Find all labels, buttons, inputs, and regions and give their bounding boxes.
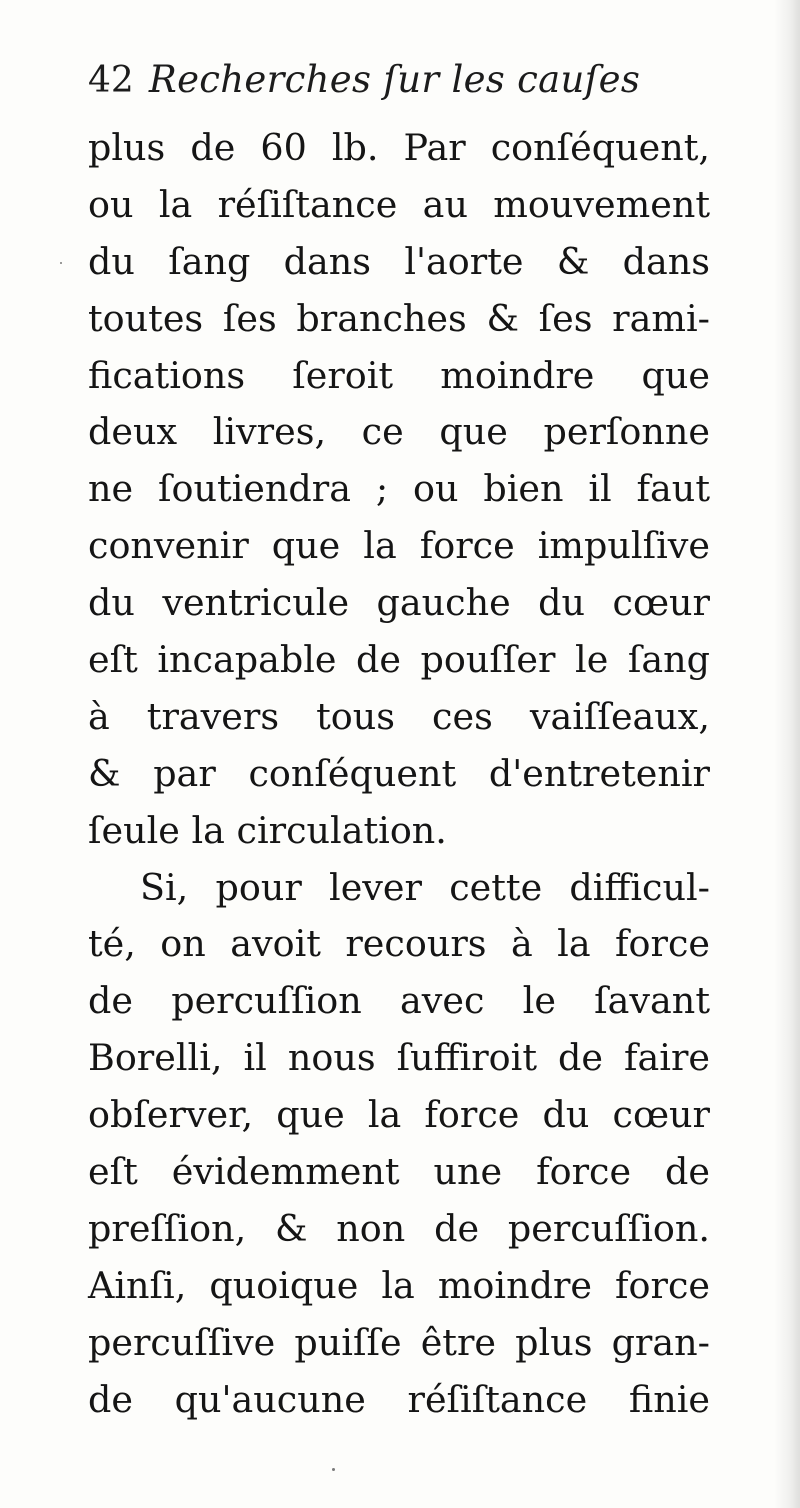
paper-speck xyxy=(60,262,62,264)
text-line: à travers tous ces vaiſſeaux, xyxy=(88,694,710,738)
text-line: convenir que la force impulſive xyxy=(88,524,710,568)
page-header xyxy=(88,58,640,118)
text-line: preſſion, & non de percuſſion. xyxy=(88,1206,710,1250)
body-text xyxy=(88,120,710,1428)
text-line: té, on avoit recours à la force xyxy=(88,922,710,966)
text-line: eſt évidemment une force de xyxy=(88,1150,710,1194)
text-line: plus de 60 lb. Par conſéquent, xyxy=(88,126,710,169)
running-head: Recherches ſur les cauſes xyxy=(148,58,641,101)
text-line: ne ſoutiendra ; ou bien il faut xyxy=(88,467,710,511)
text-line: fications ſeroit moindre que xyxy=(88,353,710,397)
text-line: obſerver, que la force du cœur xyxy=(88,1093,710,1137)
text-line: toutes ſes branches & ſes rami- xyxy=(88,296,710,340)
text-line: percuſſive puiſſe être plus gran- xyxy=(88,1320,710,1364)
paper-speck xyxy=(332,1468,335,1471)
text-line: ou la réſiſtance au mouvement xyxy=(88,182,710,226)
text-line: Borelli, il nous ſuffiroit de faire xyxy=(88,1036,710,1080)
paragraph-end-line: ſeule la circulation. xyxy=(88,808,447,852)
text-line: deux livres, ce que perſonne xyxy=(88,410,710,454)
paragraph-start-line: Si, pour lever cette difficul- xyxy=(140,865,710,909)
text-line: du ſang dans l'aorte & dans xyxy=(88,239,710,283)
page-number: 42 xyxy=(88,60,134,101)
text-line: du ventricule gauche du cœur xyxy=(88,581,710,625)
page-edge-shadow xyxy=(774,0,800,1508)
text-line: eſt incapable de pouſſer le ſang xyxy=(88,638,710,682)
text-line: & par conſéquent d'entretenir xyxy=(88,751,710,795)
text-line: de percuſſion avec le ſavant xyxy=(88,979,710,1023)
text-line: de qu'aucune réſiſtance finie xyxy=(88,1377,710,1421)
text-line: Ainſi, quoique la moindre force xyxy=(88,1263,710,1307)
